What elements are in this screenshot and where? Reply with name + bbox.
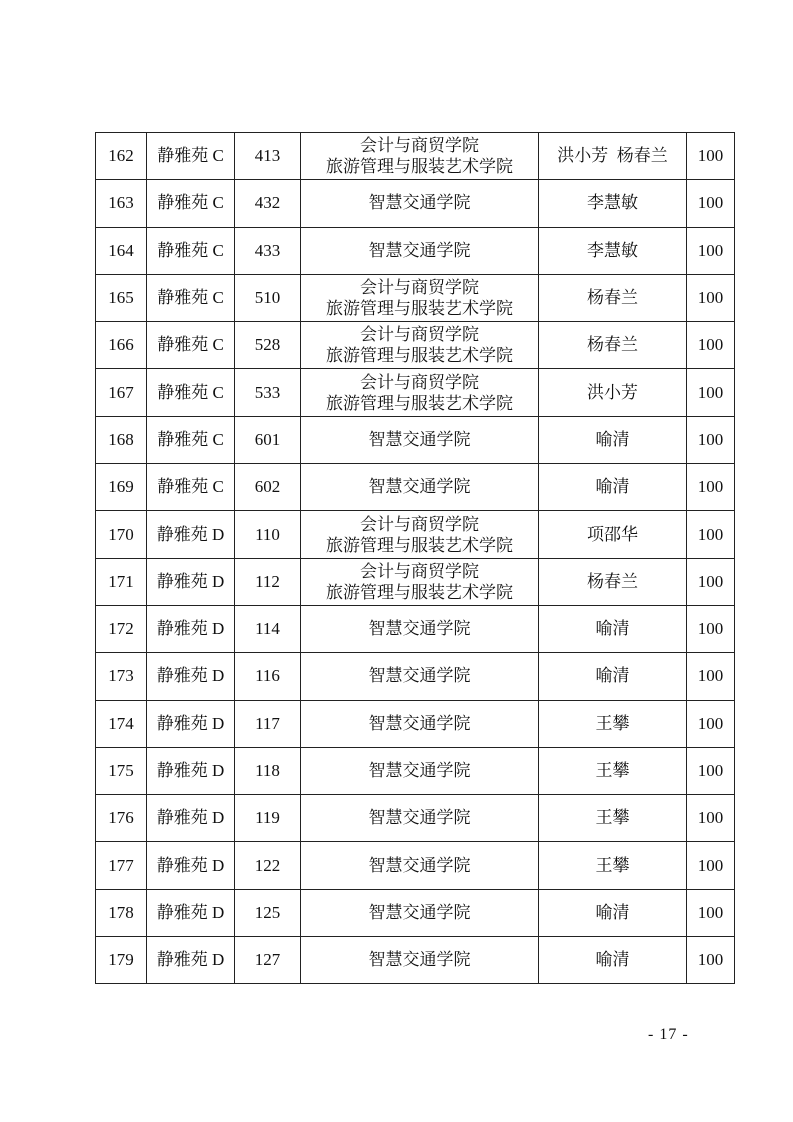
- cell-room: 533: [235, 369, 301, 416]
- cell-building: 静雅苑 D: [147, 842, 235, 889]
- table-row: [96, 464, 735, 511]
- cell-manager: 王攀: [539, 747, 687, 794]
- cell-room: 528: [235, 322, 301, 369]
- cell-manager: 李慧敏: [539, 180, 687, 227]
- cell-college: [301, 322, 539, 369]
- cell-college: [301, 416, 539, 463]
- cell-score: 100: [687, 227, 735, 274]
- cell-score: 100: [687, 795, 735, 842]
- table-row: [96, 747, 735, 794]
- cell-manager: 杨春兰: [539, 322, 687, 369]
- college-line-1: 会计与商贸学院: [360, 136, 479, 156]
- table-row: [96, 558, 735, 605]
- table-row: [96, 274, 735, 321]
- cell-room: 110: [235, 511, 301, 558]
- table-row: [96, 795, 735, 842]
- cell-manager: 李慧敏: [539, 227, 687, 274]
- table-row: [96, 700, 735, 747]
- cell-manager: 洪小芳: [539, 369, 687, 416]
- college-line-2: 旅游管理与服装艺术学院: [326, 299, 513, 319]
- cell-college: [301, 889, 539, 936]
- table-row: [96, 842, 735, 889]
- cell-number: 177: [96, 842, 147, 889]
- college-line-1: 智慧交通学院: [368, 477, 471, 497]
- cell-manager: 杨春兰: [539, 274, 687, 321]
- cell-college: [301, 511, 539, 558]
- cell-college: [301, 700, 539, 747]
- cell-building: 静雅苑 C: [147, 274, 235, 321]
- college-line-1: 智慧交通学院: [368, 808, 471, 828]
- cell-room: 122: [235, 842, 301, 889]
- cell-number: 170: [96, 511, 147, 558]
- cell-room: 118: [235, 747, 301, 794]
- college-line-1: 智慧交通学院: [368, 902, 471, 922]
- college-line-1: 智慧交通学院: [368, 713, 471, 733]
- college-line-2: 旅游管理与服装艺术学院: [326, 393, 513, 413]
- cell-building: 静雅苑 D: [147, 511, 235, 558]
- dormitory-table: [95, 132, 735, 984]
- cell-building: 静雅苑 D: [147, 747, 235, 794]
- cell-manager: 杨春兰: [539, 558, 687, 605]
- cell-building: 静雅苑 C: [147, 416, 235, 463]
- cell-number: 176: [96, 795, 147, 842]
- table-row: [96, 605, 735, 652]
- college-line-1: 智慧交通学院: [368, 619, 471, 639]
- cell-college: [301, 605, 539, 652]
- cell-score: 100: [687, 369, 735, 416]
- cell-manager: 喻清: [539, 937, 687, 984]
- cell-number: 167: [96, 369, 147, 416]
- cell-manager: 喻清: [539, 653, 687, 700]
- cell-building: 静雅苑 D: [147, 605, 235, 652]
- table-row: [96, 653, 735, 700]
- cell-building: 静雅苑 C: [147, 133, 235, 180]
- college-line-2: 旅游管理与服装艺术学院: [326, 535, 513, 555]
- cell-building: 静雅苑 D: [147, 558, 235, 605]
- cell-college: [301, 937, 539, 984]
- cell-score: 100: [687, 842, 735, 889]
- cell-number: 162: [96, 133, 147, 180]
- cell-score: 100: [687, 889, 735, 936]
- cell-room: 413: [235, 133, 301, 180]
- cell-college: [301, 653, 539, 700]
- cell-room: 510: [235, 274, 301, 321]
- cell-manager: 喻清: [539, 416, 687, 463]
- cell-college: [301, 274, 539, 321]
- cell-number: 168: [96, 416, 147, 463]
- cell-number: 178: [96, 889, 147, 936]
- cell-room: 114: [235, 605, 301, 652]
- college-line-1: 会计与商贸学院: [360, 325, 479, 345]
- cell-college: [301, 369, 539, 416]
- table-row: [96, 227, 735, 274]
- cell-manager: 项邵华: [539, 511, 687, 558]
- cell-building: 静雅苑 D: [147, 795, 235, 842]
- college-line-1: 智慧交通学院: [368, 666, 471, 686]
- cell-manager: 洪小芳 杨春兰: [539, 133, 687, 180]
- cell-room: 112: [235, 558, 301, 605]
- college-line-2: 旅游管理与服装艺术学院: [326, 346, 513, 366]
- cell-building: 静雅苑 C: [147, 369, 235, 416]
- cell-room: 127: [235, 937, 301, 984]
- cell-number: 174: [96, 700, 147, 747]
- table-row: [96, 322, 735, 369]
- cell-room: 433: [235, 227, 301, 274]
- cell-score: 100: [687, 180, 735, 227]
- cell-number: 173: [96, 653, 147, 700]
- cell-college: [301, 464, 539, 511]
- cell-manager: 王攀: [539, 842, 687, 889]
- table-row: [96, 511, 735, 558]
- cell-number: 164: [96, 227, 147, 274]
- cell-number: 169: [96, 464, 147, 511]
- college-line-1: 会计与商贸学院: [360, 372, 479, 392]
- college-line-2: 旅游管理与服装艺术学院: [326, 582, 513, 602]
- table-row: [96, 937, 735, 984]
- cell-college: [301, 795, 539, 842]
- cell-college: [301, 227, 539, 274]
- cell-number: 179: [96, 937, 147, 984]
- cell-score: 100: [687, 653, 735, 700]
- cell-score: 100: [687, 274, 735, 321]
- cell-score: 100: [687, 322, 735, 369]
- cell-manager: 王攀: [539, 700, 687, 747]
- cell-room: 602: [235, 464, 301, 511]
- cell-college: [301, 747, 539, 794]
- cell-building: 静雅苑 D: [147, 937, 235, 984]
- cell-number: 166: [96, 322, 147, 369]
- table-row: [96, 180, 735, 227]
- table-row: [96, 369, 735, 416]
- college-line-1: 会计与商贸学院: [360, 514, 479, 534]
- cell-score: 100: [687, 416, 735, 463]
- cell-manager: 喻清: [539, 464, 687, 511]
- college-line-1: 会计与商贸学院: [360, 278, 479, 298]
- college-line-1: 智慧交通学院: [368, 429, 471, 449]
- cell-score: 100: [687, 747, 735, 794]
- college-line-1: 会计与商贸学院: [360, 561, 479, 581]
- cell-building: 静雅苑 D: [147, 653, 235, 700]
- cell-room: 116: [235, 653, 301, 700]
- cell-building: 静雅苑 C: [147, 227, 235, 274]
- cell-college: [301, 842, 539, 889]
- table-row: [96, 133, 735, 180]
- table-body: [96, 133, 735, 984]
- cell-college: [301, 180, 539, 227]
- cell-score: 100: [687, 511, 735, 558]
- cell-number: 165: [96, 274, 147, 321]
- cell-manager: 喻清: [539, 605, 687, 652]
- cell-college: [301, 133, 539, 180]
- college-line-1: 智慧交通学院: [368, 855, 471, 875]
- cell-score: 100: [687, 464, 735, 511]
- cell-number: 163: [96, 180, 147, 227]
- college-line-1: 智慧交通学院: [368, 193, 471, 213]
- cell-room: 601: [235, 416, 301, 463]
- cell-score: 100: [687, 558, 735, 605]
- page-number: - 17 -: [648, 1026, 689, 1043]
- table-row: [96, 889, 735, 936]
- cell-score: 100: [687, 133, 735, 180]
- cell-number: 175: [96, 747, 147, 794]
- cell-number: 172: [96, 605, 147, 652]
- cell-building: 静雅苑 C: [147, 180, 235, 227]
- cell-building: 静雅苑 D: [147, 889, 235, 936]
- college-line-1: 智慧交通学院: [368, 950, 471, 970]
- cell-score: 100: [687, 700, 735, 747]
- cell-room: 125: [235, 889, 301, 936]
- college-line-2: 旅游管理与服装艺术学院: [326, 157, 513, 177]
- cell-number: 171: [96, 558, 147, 605]
- cell-room: 119: [235, 795, 301, 842]
- cell-building: 静雅苑 D: [147, 700, 235, 747]
- college-line-1: 智慧交通学院: [368, 761, 471, 780]
- cell-manager: 王攀: [539, 795, 687, 842]
- table-row: [96, 416, 735, 463]
- cell-building: 静雅苑 C: [147, 464, 235, 511]
- cell-score: 100: [687, 605, 735, 652]
- cell-score: 100: [687, 937, 735, 984]
- cell-room: 432: [235, 180, 301, 227]
- cell-building: 静雅苑 C: [147, 322, 235, 369]
- cell-room: 117: [235, 700, 301, 747]
- cell-manager: 喻清: [539, 889, 687, 936]
- college-line-1: 智慧交通学院: [368, 240, 471, 260]
- cell-college: [301, 558, 539, 605]
